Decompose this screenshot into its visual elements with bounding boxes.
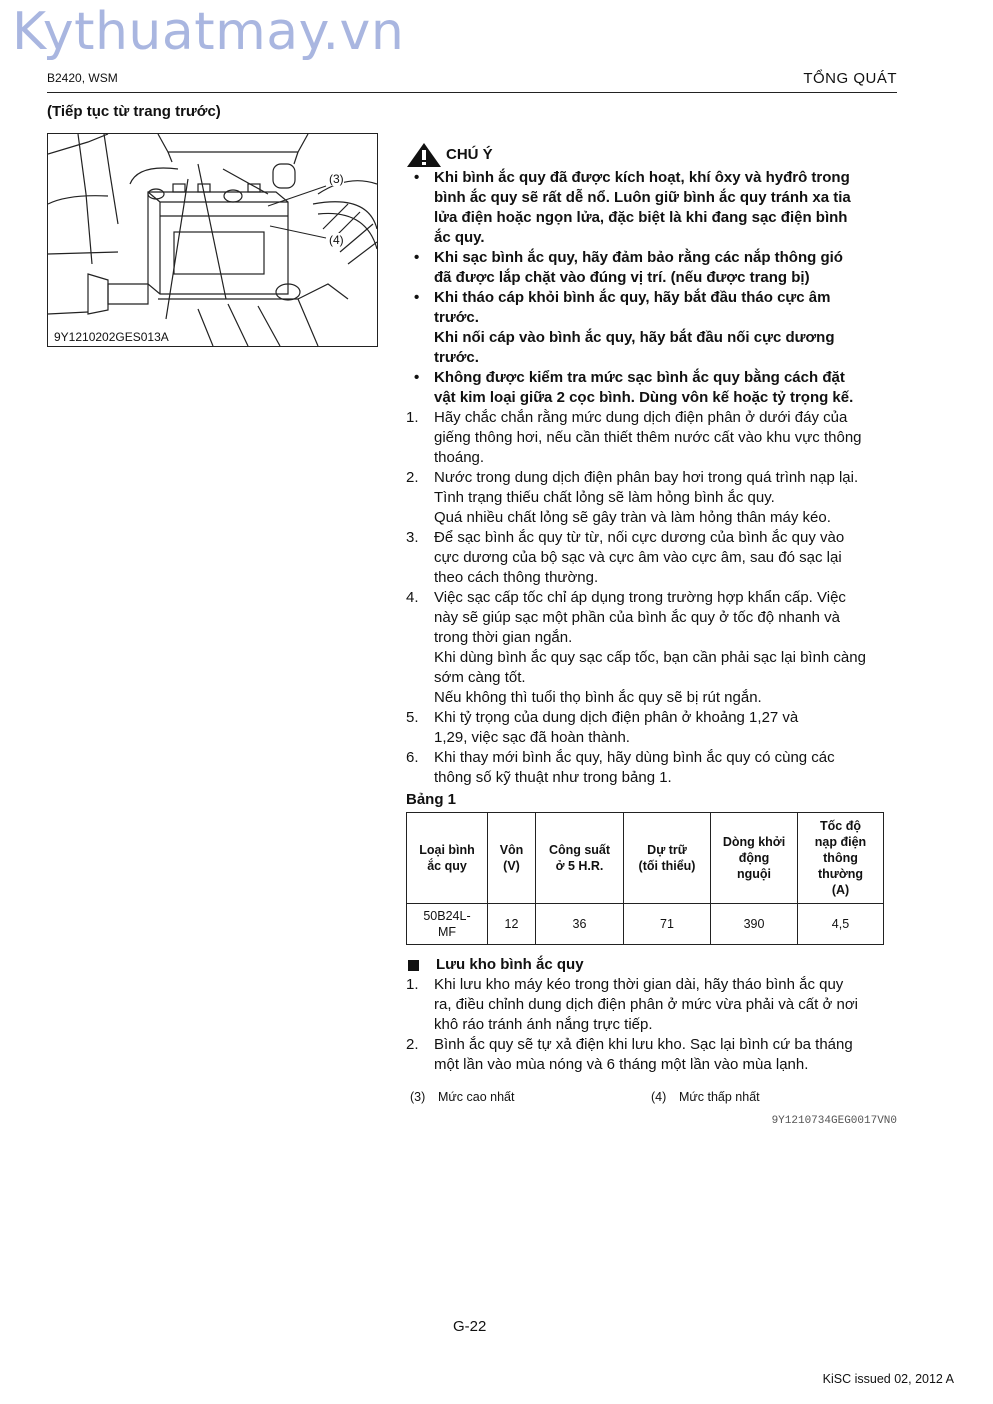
table-header-cell: Công suất ở 5 H.R. (536, 813, 624, 904)
list-item: 1. Hãy chắc chắn rằng mức dung dịch điện phân ở dưới đáy của giếng thông hơi, nếu cần thiết thêm nước cất vào khu vực thông thoáng. (406, 409, 862, 466)
list-item: 2. Bình ắc quy sẽ tự xả điện khi lưu kho. Sạc lại bình cứ ba tháng một lần vào mùa nóng và 6 tháng một lần vào mùa lạnh. (406, 1036, 853, 1073)
content-column (406, 142, 897, 1131)
header-section: TỔNG QUÁT (803, 70, 897, 87)
table-title: Bảng 1 (406, 791, 457, 808)
table-cell: 71 (624, 904, 711, 945)
list-item: 2. Nước trong dung dịch điện phân bay hơi trong quá trình nạp lại. Tình trạng thiếu chất lỏng sẽ làm hỏng bình ắc quy. Quá nhiều chất lỏng sẽ gây tràn và làm hỏng thân máy kéo. (406, 469, 859, 526)
legend-item: (4) Mức thấp nhất (651, 1090, 760, 1104)
caution-title: CHÚ Ý (446, 146, 493, 163)
figure-id: 9Y1210202GES013A (54, 330, 169, 344)
battery-illustration (47, 133, 378, 347)
caution-item: • Khi bình ắc quy đã được kích hoạt, khí ôxy và hyđrô trong bình ắc quy sẽ rất dễ nổ. Luôn giữ bình ắc quy tránh xa tia lửa điện hoặc ngọn lửa, đặc biệt là khi đang sạc điện bình ắc quy. (406, 168, 897, 248)
table-cell: 36 (536, 904, 624, 945)
table-header-cell: Vôn (V) (488, 813, 536, 904)
list-item: 1. Khi lưu kho máy kéo trong thời gian dài, hãy tháo bình ắc quy ra, điều chỉnh dung dịch điện phân ở mức vừa phải và cất ở nơi khô ráo tránh ánh nắng trực tiếp. (406, 976, 858, 1033)
issue-note: KiSC issued 02, 2012 A (822, 1372, 954, 1386)
page-number: G-22 (453, 1318, 487, 1335)
continued-note: (Tiếp tục từ trang trước) (47, 103, 221, 120)
list-item: 5. Khi tỷ trọng của dung dịch điện phân ở khoảng 1,27 và 1,29, việc sạc đã hoàn thành. (406, 709, 799, 746)
table-header-cell: Loại bình ắc quy (407, 813, 488, 904)
table-header-cell: Dòng khởi động nguội (711, 813, 798, 904)
legend-item: (3) Mức cao nhất (410, 1090, 515, 1104)
battery-spec-table (406, 812, 884, 945)
callout-3: (3) (329, 172, 344, 186)
caution-list (406, 168, 897, 408)
table-cell: 50B24L- MF (407, 904, 488, 945)
table-header-cell: Tốc độ nạp điện thông thường (A) (798, 813, 884, 904)
table-cell: 4,5 (798, 904, 884, 945)
list-item: 6. Khi thay mới bình ắc quy, hãy dùng bình ắc quy có cùng các thông số kỹ thuật như trong bảng 1. (406, 749, 835, 786)
header-divider (47, 92, 897, 93)
charging-steps (406, 408, 897, 788)
caution-item: • Không được kiểm tra mức sạc bình ắc quy bằng cách đặt vật kim loại giữa 2 cọc bình. Dùng vôn kế hoặc tỷ trọng kế. (406, 368, 897, 408)
list-item: 3. Để sạc bình ắc quy từ từ, nối cực dương của bình ắc quy vào cực dương của bộ sạc và cực âm vào cực âm, sau đó sạc lại theo cách thông thường. (406, 529, 845, 586)
caution-item: • Khi sạc bình ắc quy, hãy đảm bảo rằng các nắp thông gió đã được lắp chặt vào đúng vị trí. (nếu được trang bị) (406, 248, 897, 288)
header-model: B2420, WSM (47, 71, 118, 85)
callout-4: (4) (329, 233, 344, 247)
caution-item: • Khi tháo cáp khỏi bình ắc quy, hãy bắt đầu tháo cực âm trước. Khi nối cáp vào bình ắc quy, hãy bắt đầu nối cực dương trước. (406, 288, 897, 368)
list-item: 4. Việc sạc cấp tốc chỉ áp dụng trong trường hợp khẩn cấp. Việc này sẽ giúp sạc một phần của bình ắc quy ở tốc độ nhanh và trong thời gian ngắn. Khi dùng bình ắc quy sạc cấp tốc, bạn cần phải sạc lại bình càng sớm càng tốt. Nếu không thì tuổi thọ bình ắc quy sẽ bị rút ngắn. (406, 589, 866, 706)
storage-title: Lưu kho bình ắc quy (436, 956, 584, 973)
battery-drawing (48, 134, 377, 346)
caution-heading (406, 142, 897, 168)
document-id: 9Y1210734GEG0017VN0 (771, 1115, 897, 1127)
table-header-row (407, 813, 884, 904)
storage-heading (406, 955, 897, 975)
table-row (407, 904, 884, 945)
storage-steps (406, 975, 897, 1075)
watermark-logo: Kythuatmay.vn (12, 2, 405, 62)
warning-triangle-icon (406, 142, 442, 168)
square-bullet-icon (408, 960, 419, 971)
table-cell: 12 (488, 904, 536, 945)
table-header-cell: Dự trữ (tối thiểu) (624, 813, 711, 904)
figure-legend (406, 1087, 897, 1107)
table-cell: 390 (711, 904, 798, 945)
